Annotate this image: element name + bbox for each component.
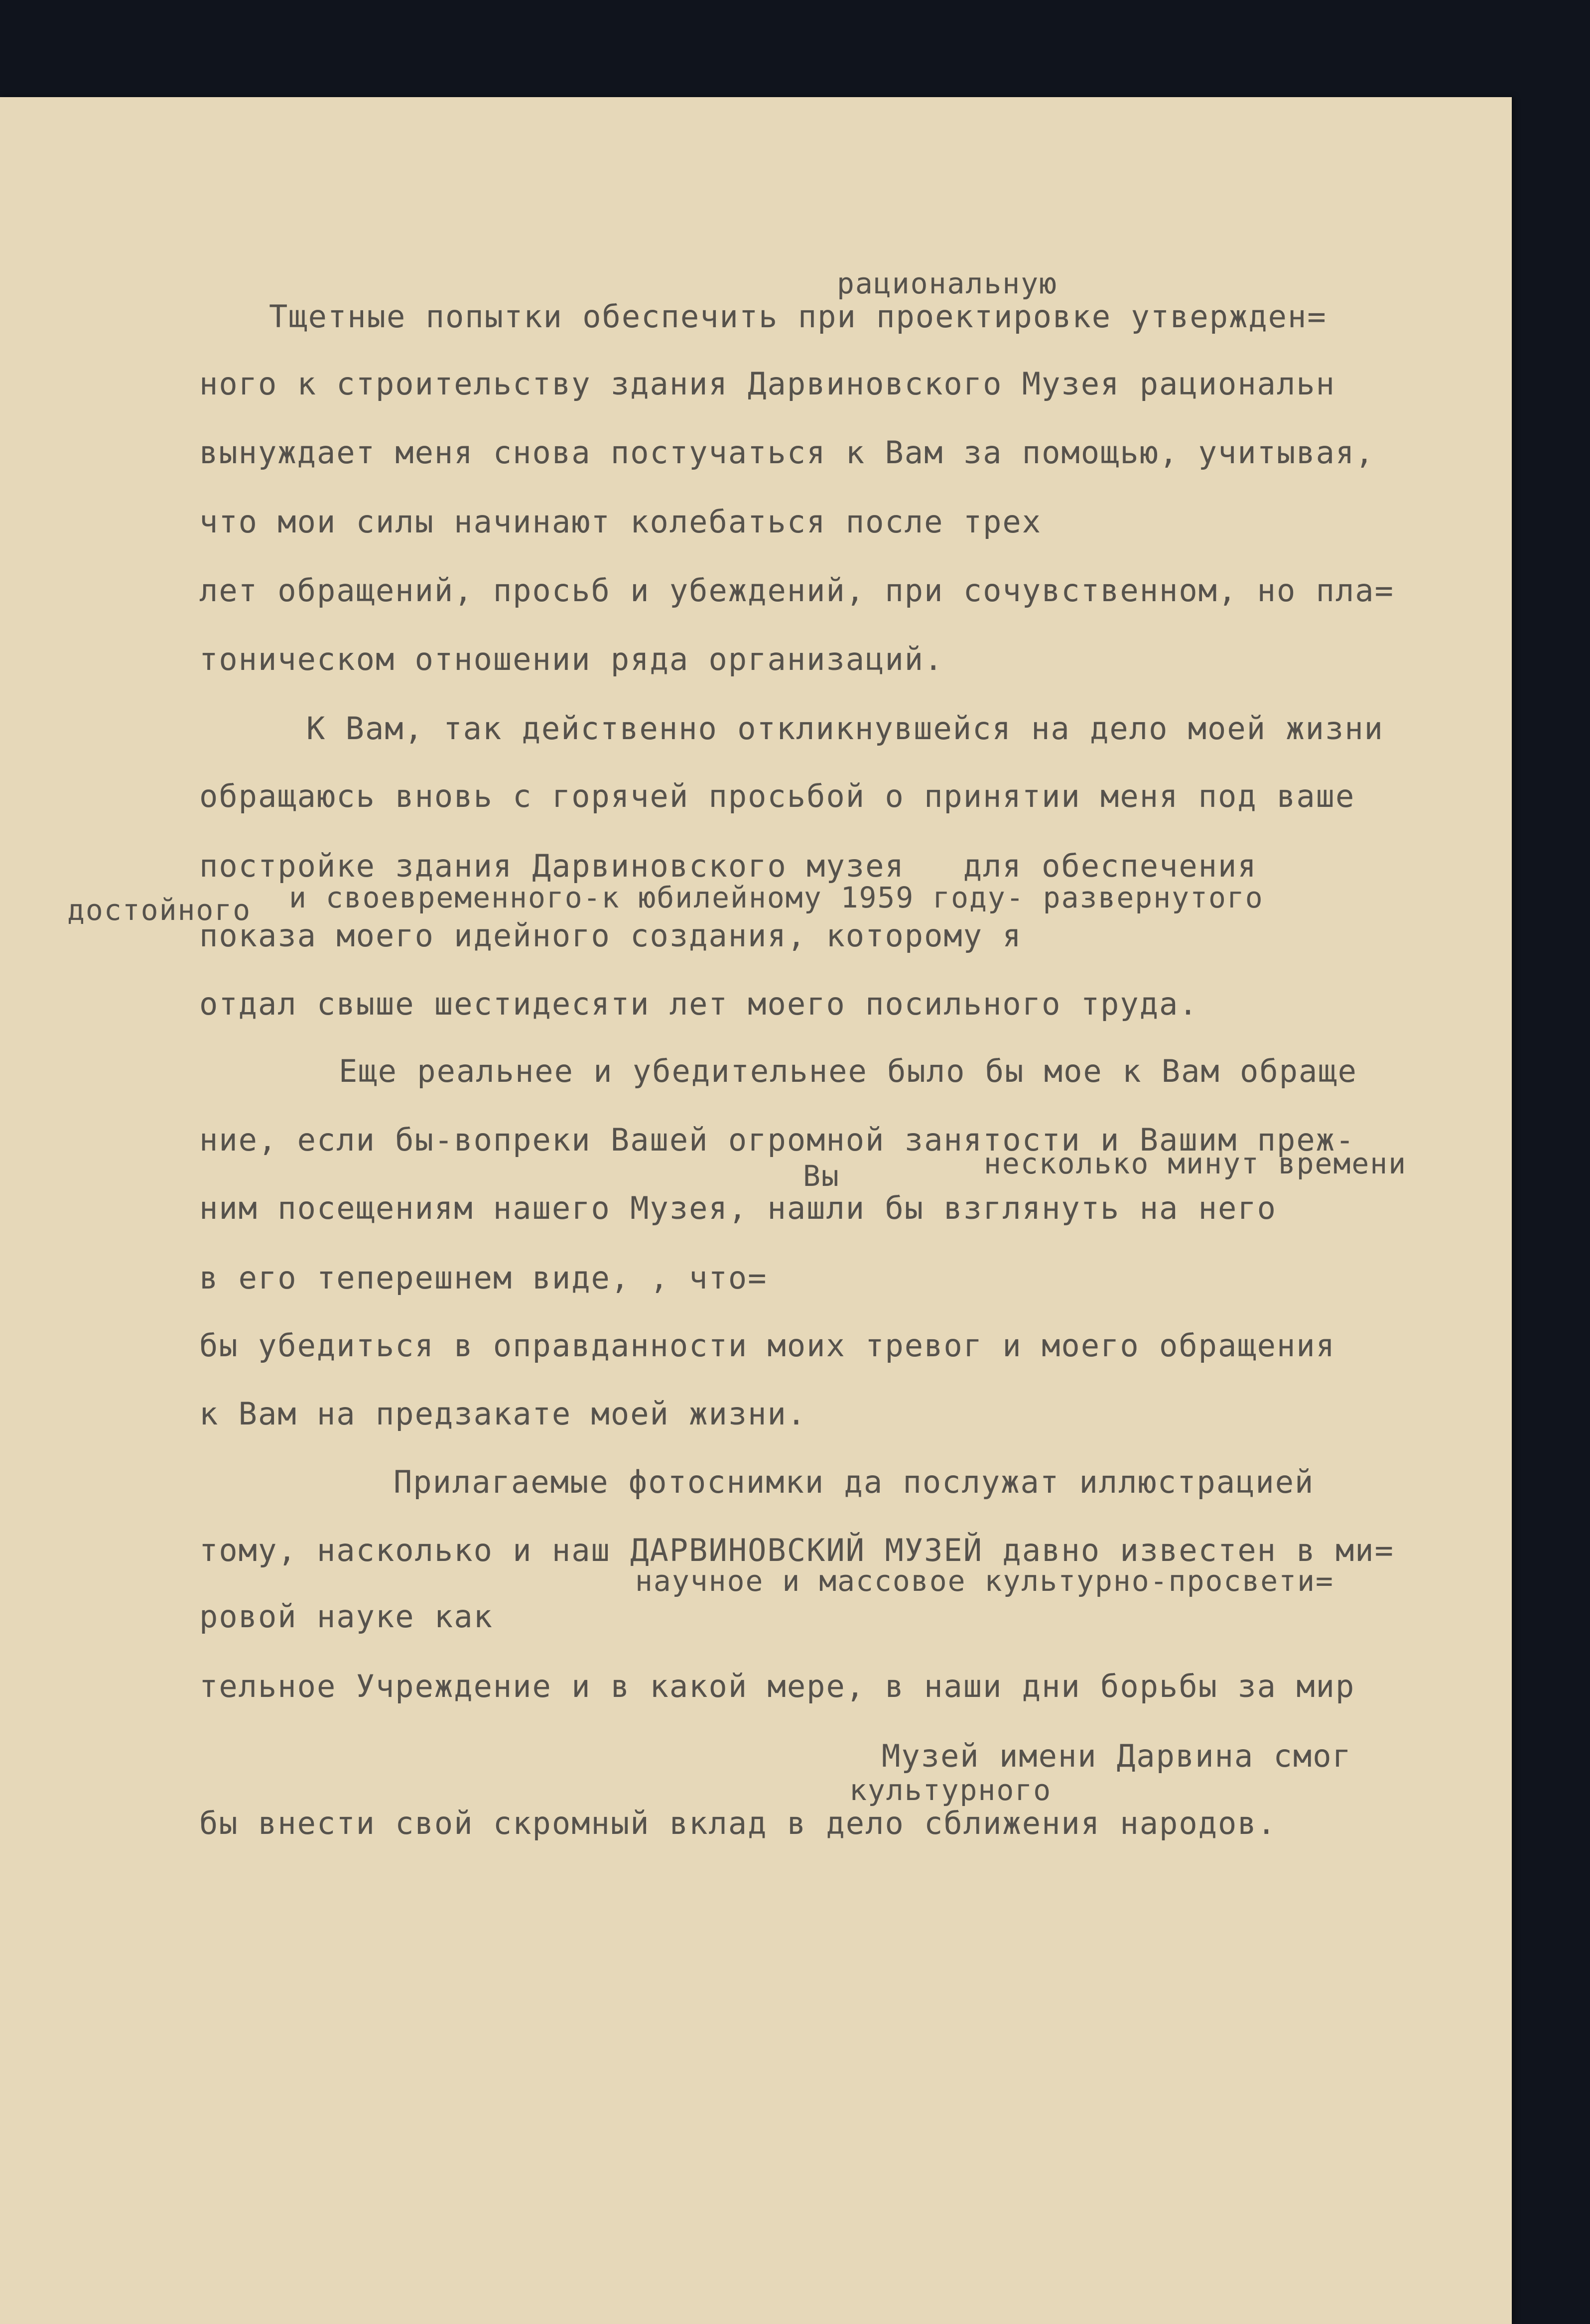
text-line-19: к Вам на предзакате моей жизни. bbox=[199, 1396, 807, 1432]
document-page bbox=[0, 97, 1512, 2324]
text-line-2: ного к строительству здания Дарвиновского Музея рациональн bbox=[199, 366, 1335, 402]
text-line-20: Прилагаемые фотоснимки да послужат иллюстрацией bbox=[394, 1464, 1315, 1500]
text-line-23: тельное Учреждение и в какой мере, в наши дни борьбы за мир bbox=[199, 1668, 1355, 1704]
text-line-12: отдал свыше шестидесяти лет моего посильного труда. bbox=[199, 986, 1198, 1022]
text-line-17: в его теперешнем виде, , что= bbox=[199, 1260, 768, 1296]
insertion-line-21b: научное и массовое культурно-просвети= bbox=[635, 1564, 1334, 1598]
text-line-5: лет обращений, просьб и убеждений, при сочувственном, но пла= bbox=[199, 572, 1394, 609]
text-line-3: вынуждает меня снова постучаться к Вам за помощью, учитывая, bbox=[199, 434, 1375, 471]
text-line-10: и своевременного-к юбилейному 1959 году- развернутого bbox=[289, 881, 1264, 914]
text-line-1: Тщетные попытки обеспечить при проектировке утвержден= bbox=[269, 298, 1327, 335]
insertion-line-24b: культурного bbox=[849, 1773, 1052, 1807]
text-line-22: ровой науке как bbox=[199, 1598, 493, 1635]
text-line-4: что мои силы начинают колебаться после трех bbox=[199, 504, 1042, 540]
insertion-line-0: рациональную bbox=[837, 266, 1058, 300]
text-line-18: бы убедиться в оправданности моих тревог и моего обращения bbox=[199, 1327, 1335, 1364]
text-line-7: К Вам, так действенно откликнувшейся на дело моей жизни bbox=[306, 710, 1384, 747]
text-line-13: Еще реальнее и убедительнее было бы мое к Вам обраще bbox=[339, 1053, 1358, 1089]
text-line-11: показа моего идейного создания, которому я bbox=[199, 917, 1022, 954]
insertion-line-15b: несколько минут времени bbox=[984, 1147, 1407, 1180]
text-line-8: обращаюсь вновь с горячей просьбой о принятии меня под ваше bbox=[199, 778, 1355, 814]
margin-insertion-10: достойного bbox=[67, 893, 252, 927]
insertion-line-15a: Вы bbox=[803, 1159, 840, 1193]
text-line-16: ним посещениям нашего Музея, нашли бы взглянуть на него bbox=[199, 1190, 1277, 1226]
text-line-9: постройке здания Дарвиновского музея для обеспечения bbox=[199, 848, 1257, 884]
text-line-24: Музей имени Дарвина смог bbox=[882, 1738, 1352, 1774]
text-line-14: ние, если бы-вопреки Вашей огромной занятости и Вашим преж- bbox=[199, 1122, 1355, 1158]
text-line-25: бы внести свой скромный вклад в дело сближения народов. bbox=[199, 1805, 1277, 1841]
text-line-21: тому, насколько и наш ДАРВИНОВСКИЙ МУЗЕЙ давно известен в ми= bbox=[199, 1532, 1394, 1568]
text-line-6: тоническом отношении ряда организаций. bbox=[199, 641, 944, 677]
